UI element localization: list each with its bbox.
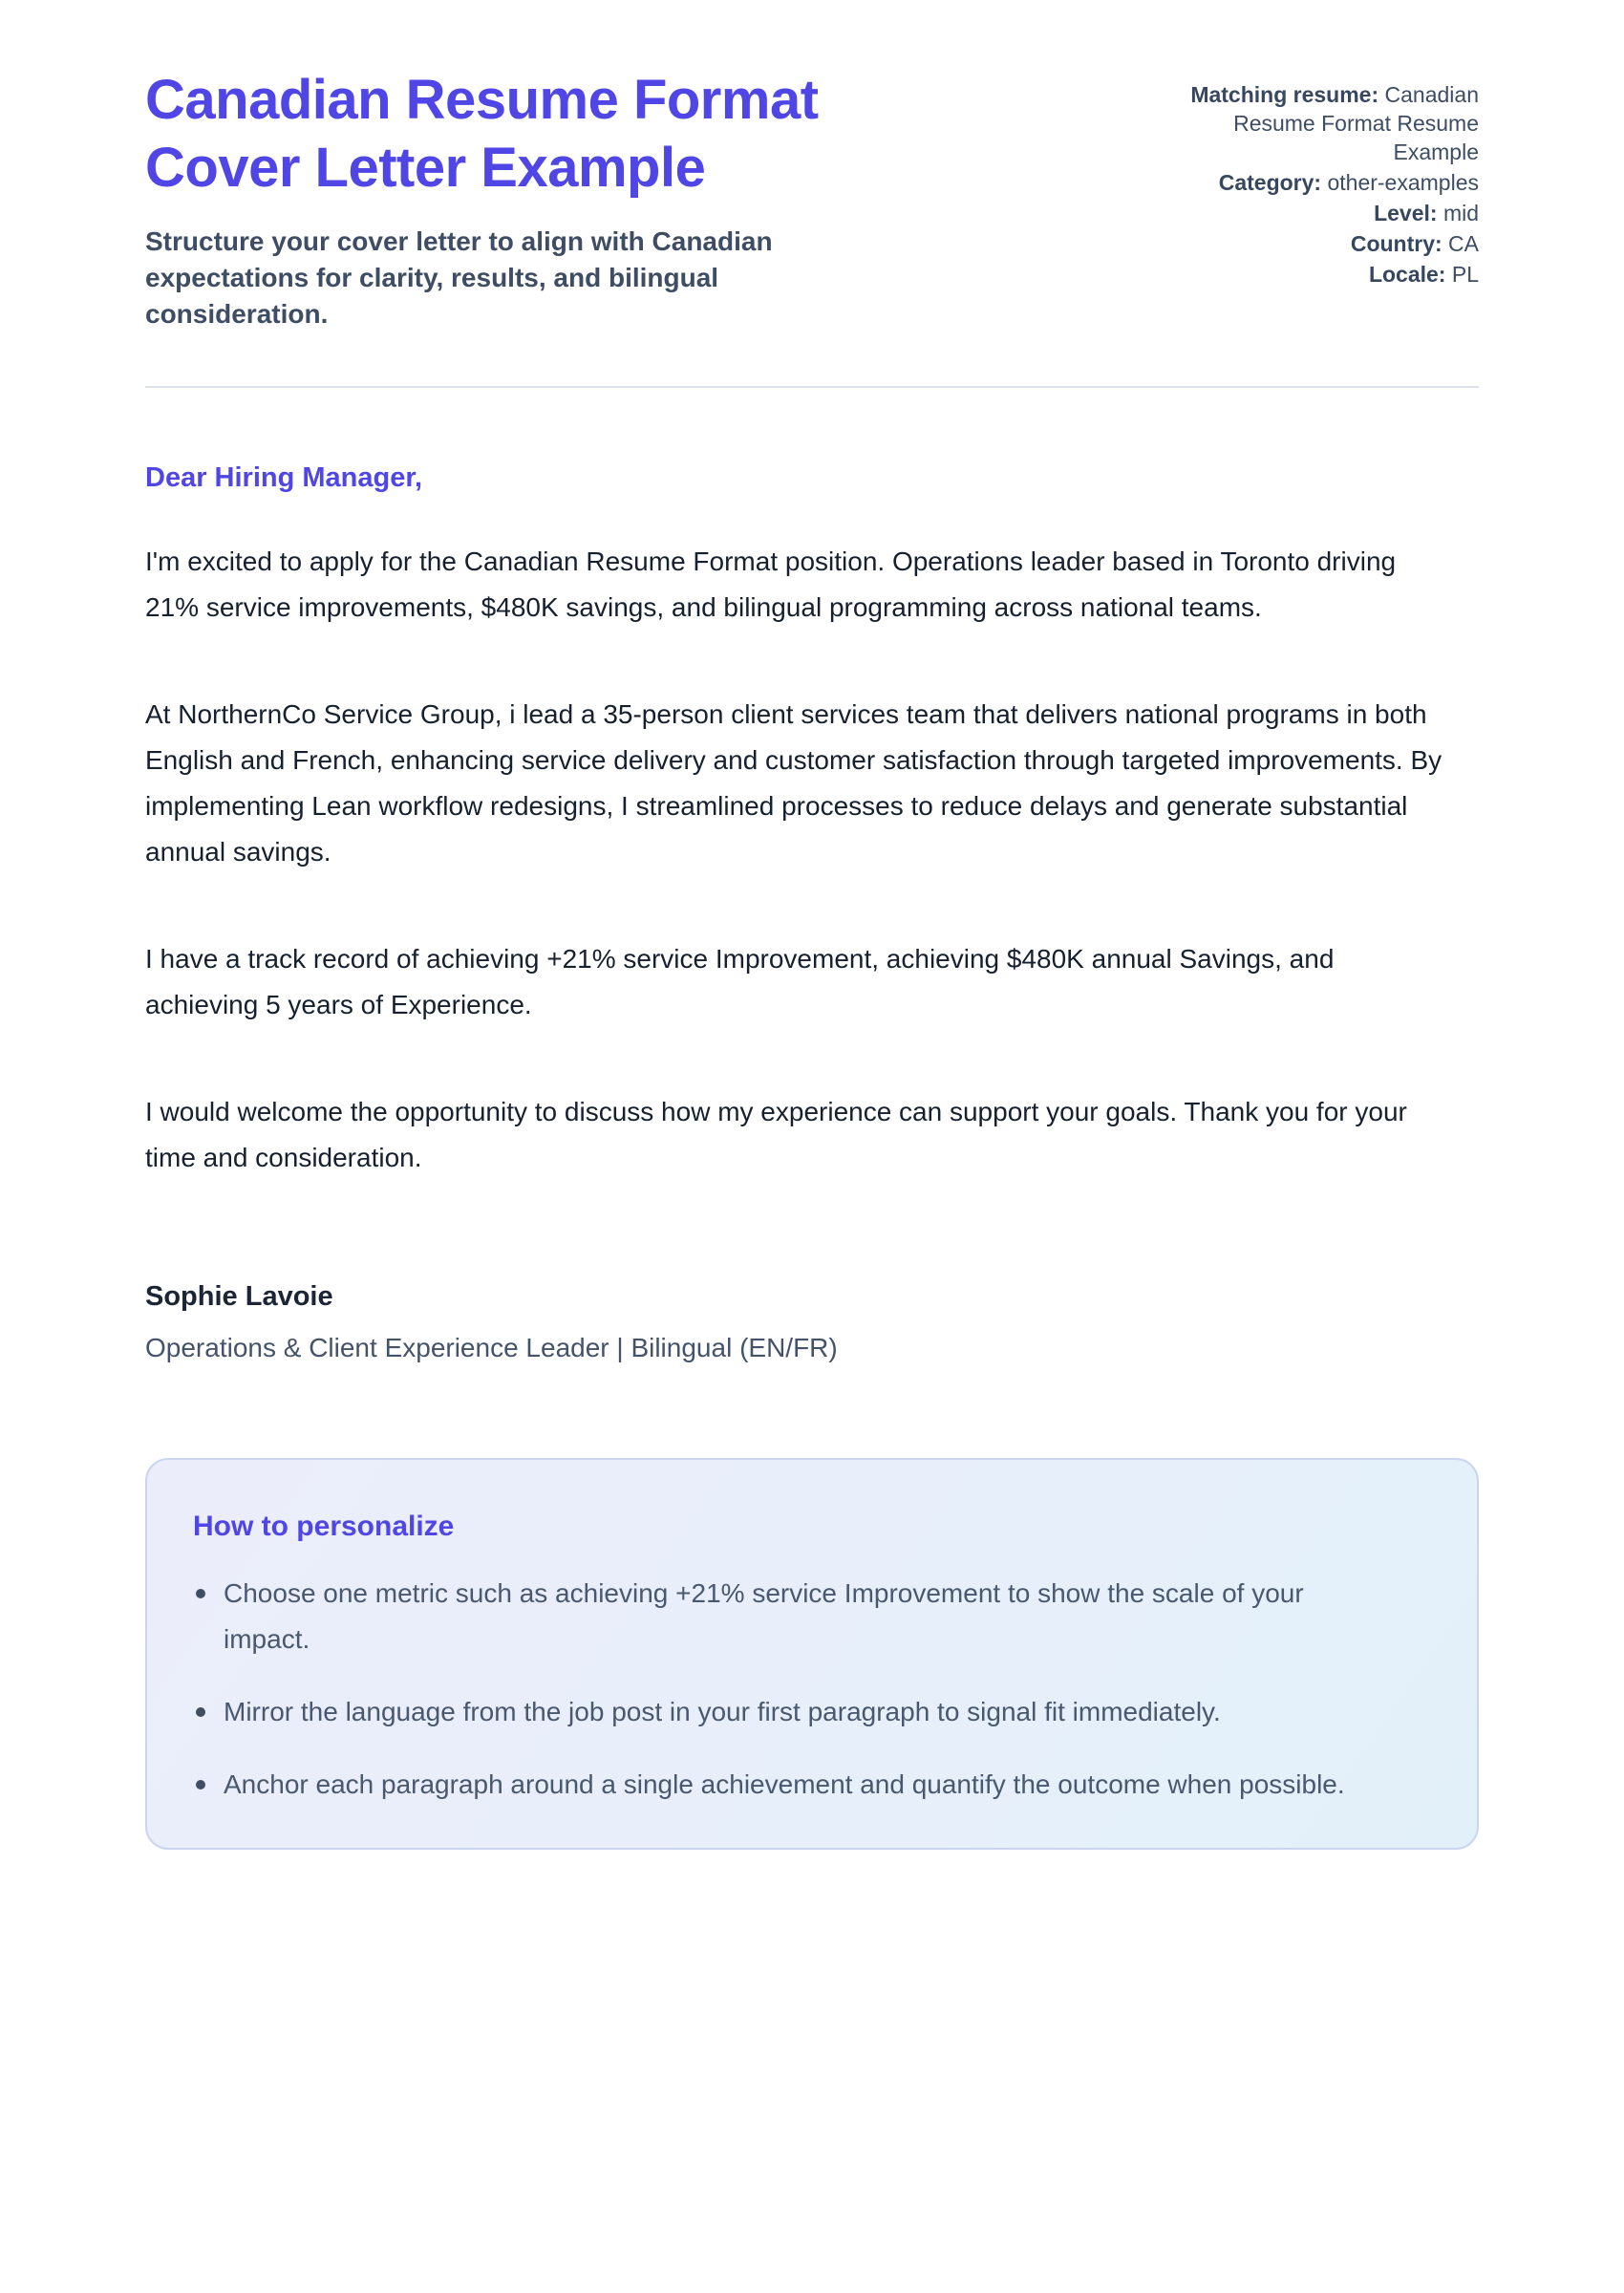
letter-paragraph-1: I'm excited to apply for the Canadian Resume Format position. Operations leader based in Toronto driving 21% service improvements, $480K savings, and bilingual programming across national teams. (145, 546, 1397, 622)
tips-item-1: Choose one metric such as achieving +21% service Improvement to show the scale of your impact. (193, 1571, 1378, 1662)
meta-matching-resume-value: Canadian Resume Format Resume Example (1233, 82, 1479, 164)
letter-paragraph-3: I have a track record of achieving +21% service Improvement, achieving $480K annual Savings, and achieving 5 years of Experience. (145, 943, 1335, 1019)
meta-level-label: Level: (1374, 201, 1438, 225)
meta-matching-resume-label: Matching resume: (1190, 82, 1379, 107)
meta-country-value: CA (1448, 231, 1479, 256)
tips-item-3: Anchor each paragraph around a single achievement and quantify the outcome when possible. (193, 1762, 1378, 1808)
page-header (145, 67, 1479, 332)
meta-matching-resume (1158, 80, 1479, 166)
tips-item-2: Mirror the language from the job post in your first paragraph to signal fit immediately. (193, 1689, 1378, 1735)
letter-paragraph-4: I would welcome the opportunity to discuss how my experience can support your goals. Thank you for your time and consideration. (145, 1096, 1407, 1172)
meta-locale (1158, 260, 1479, 289)
title-block (145, 67, 938, 332)
meta-level (1158, 199, 1479, 227)
meta-locale-value: PL (1451, 262, 1479, 287)
meta-block (1158, 80, 1479, 290)
tips-heading: How to personalize (193, 1510, 455, 1542)
meta-country (1158, 229, 1479, 258)
signature-title: Operations & Client Experience Leader | Bilingual (EN/FR) (145, 1332, 838, 1362)
page-title: Canadian Resume Format Cover Letter Example (145, 69, 819, 199)
letter-paragraph-2: At NorthernCo Service Group, i lead a 35-person client services team that delivers national programs in both English and French, enhancing service delivery and customer satisfaction through targeted improvements. By implementing Lean workflow redesigns, I streamlined processes to reduce delays and generate substantial annual savings. (145, 698, 1442, 867)
meta-locale-label: Locale: (1368, 262, 1446, 287)
signature-name: Sophie Lavoie (145, 1280, 333, 1312)
meta-category-value: other-examples (1327, 170, 1479, 195)
meta-level-value: mid (1442, 201, 1479, 225)
header-divider (145, 386, 1479, 388)
signature-block (145, 1278, 1479, 1366)
meta-category (1158, 168, 1479, 197)
meta-country-label: Country: (1350, 231, 1442, 256)
letter-greeting: Dear Hiring Manager, (145, 461, 423, 493)
page-subtitle: Structure your cover letter to align with Canadian expectations for clarity, results, and bilingual consideration. (145, 225, 773, 329)
meta-category-label: Category: (1218, 170, 1322, 195)
tips-list (193, 1571, 1431, 1808)
letter-body (145, 459, 1479, 1366)
personalize-tips-box (145, 1458, 1479, 1850)
